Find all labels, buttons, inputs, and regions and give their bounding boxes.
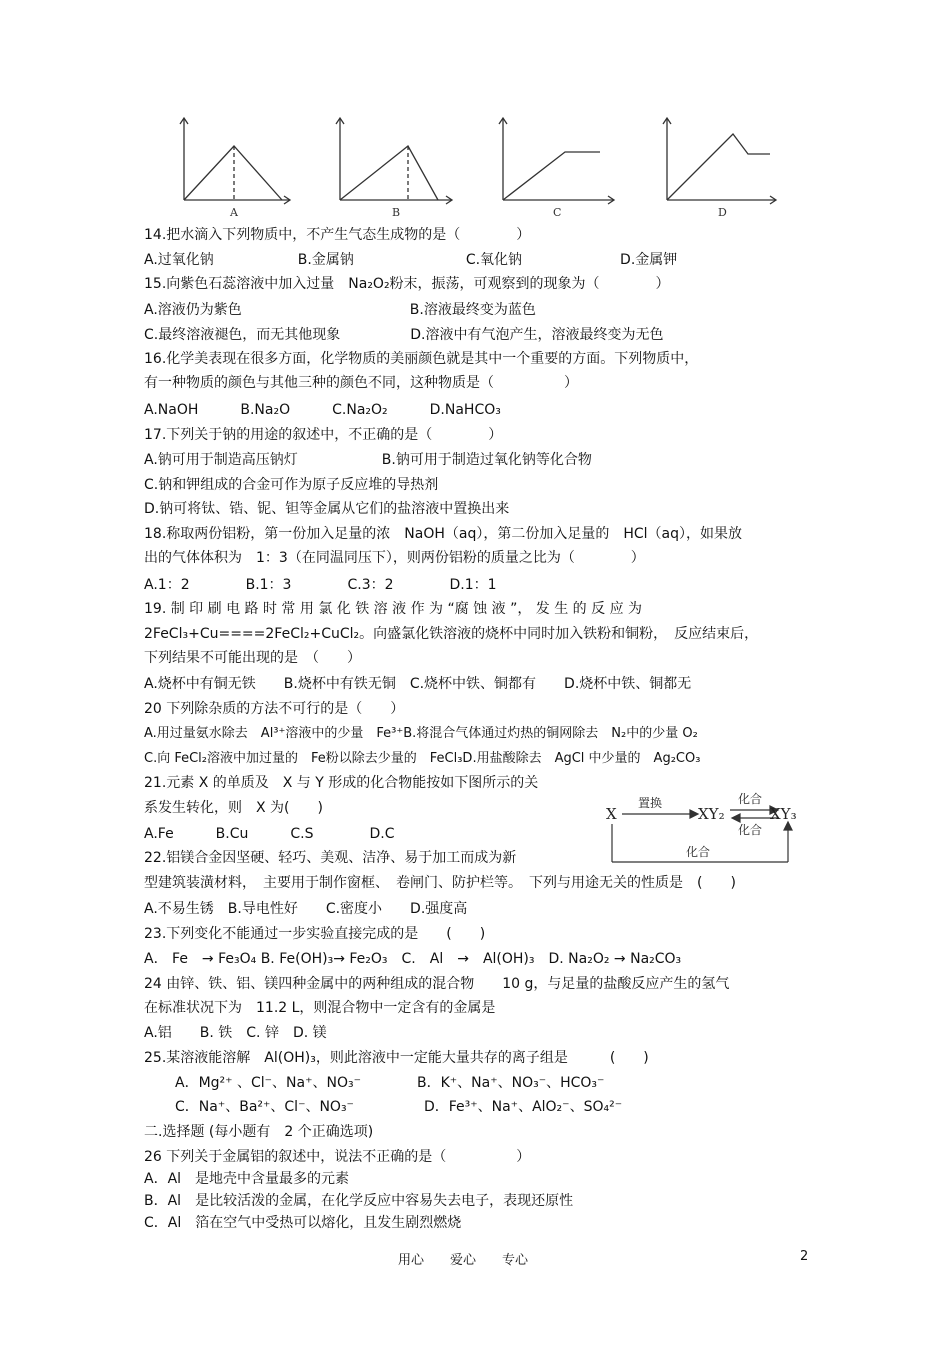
question-16-options: A.NaOH B.Na₂O C.Na₂O₂ D.NaHCO₃: [144, 402, 501, 418]
question-26: 26 下列关于金属铝的叙述中，说法不正确的是（ ）: [144, 1149, 531, 1165]
question-25: 25.某溶液能溶解 Al(OH)₃，则此溶液中一定能大量共存的离子组是 ( ): [144, 1050, 649, 1066]
graph-b: [336, 118, 452, 204]
question-20-options-cd: C.向 FeCl₂溶液中加过量的 Fe粉以除去少量的 FeCl₃D.用盐酸除去 AgCl 中少量的 Ag₂CO₃: [144, 751, 701, 766]
question-20-options-ab: A.用过量氨水除去 Al³⁺溶液中的少量 Fe³⁺B.将混合气体通过灼热的铜网除去 N₂中的少量 O₂: [144, 726, 698, 741]
question-18: 18.称取两份铝粉，第一份加入足量的浓 NaOH（aq），第二份加入足量的 HCl（aq），如果放: [144, 526, 742, 542]
question-21: 21.元素 X 的单质及 X 与 Y 形成的化合物能按如下图所示的关: [144, 775, 539, 791]
question-16: 16.化学美表现在很多方面，化学物质的美丽颜色就是其中一个重要的方面。下列物质中，: [144, 351, 699, 367]
question-26-option-a: A．Al 是地壳中含量最多的元素: [144, 1171, 350, 1187]
question-15: 15.向紫色石蕊溶液中加入过量 Na₂O₂粉末，振荡，可观察到的现象为（ ）: [144, 276, 670, 292]
question-24-options: A.铝 B. 铁 C. 锌 D. 镁: [144, 1025, 327, 1041]
graph-label-c: C: [553, 206, 562, 219]
question-16-cont: 有一种物质的颜色与其他三种的颜色不同，这种物质是（ ）: [144, 375, 578, 391]
question-14-options: A.过氧化钠 B.金属钠 C.氧化钠 D.金属钾: [144, 252, 678, 268]
question-26-option-c: C．Al 箔在空气中受热可以熔化，且发生剧烈燃烧: [144, 1215, 462, 1231]
question-21-cont: 系发生转化，则 X 为( ): [144, 800, 323, 816]
question-22: 22.铝镁合金因坚硬、轻巧、美观、洁净、易于加工而成为新: [144, 850, 517, 866]
diagram-xy3: XY₃: [770, 805, 797, 823]
diagram-label-combine-top: 化合: [738, 792, 763, 806]
graph-d: [663, 118, 776, 204]
question-23-options: A． Fe → Fe₃O₄ B. Fe(OH)₃→ Fe₂O₃ C. Al → Al(OH)₃ D. Na₂O₂ → Na₂CO₃: [144, 951, 682, 967]
question-20: 20 下列除杂质的方法不可行的是（ ）: [144, 701, 405, 717]
question-26-option-b: B．Al 是比较活泼的金属，在化学反应中容易失去电子，表现还原性: [144, 1193, 574, 1209]
graph-a: [180, 118, 290, 204]
question-24: 24 由锌、铁、铝、镁四种金属中的两种组成的混合物 10 g，与足量的盐酸反应产生的氢气: [144, 976, 730, 992]
question-24-cont: 在标准状况下为 11.2 L，则混合物中一定含有的金属是: [144, 1000, 496, 1016]
footer-motto: 用心 爱心 专心: [398, 1253, 529, 1268]
question-17-option-d: D.钠可将钛、锆、铌、钽等金属从它们的盐溶液中置换出来: [144, 501, 510, 517]
question-15-options-ab: A.溶液仍为紫色 B.溶液最终变为蓝色: [144, 302, 536, 318]
question-19-options: A.烧杯中有铜无铁 B.烧杯中有铁无铜 C.烧杯中铁、铜都有 D.烧杯中铁、铜都无: [144, 676, 692, 692]
question-25-options-cd: C．Na⁺、Ba²⁺、Cl⁻、NO₃⁻ D．Fe³⁺、Na⁺、AlO₂⁻、SO₄²⁻: [175, 1099, 623, 1115]
question-19: 19. 制 印 刷 电 路 时 常 用 氯 化 铁 溶 液 作 为 “腐 蚀 液 ”， 发 生 的 反 应 为: [144, 601, 643, 617]
question-17-options-ab: A.钠可用于制造高压钠灯 B.钠可用于制造过氧化钠等化合物: [144, 452, 592, 468]
section-2-heading: 二.选择题 (每小题有 2 个正确选项): [144, 1124, 374, 1140]
graph-figures: [170, 112, 780, 222]
question-19-equation: 2FeCl₃+Cu====2FeCl₂+CuCl₂。向盛氯化铁溶液的烧杯中同时加入铁粉和铜粉， 反应结束后，: [144, 626, 759, 642]
question-22-options: A.不易生锈 B.导电性好 C.密度小 D.强度高: [144, 901, 468, 917]
diagram-xy2: XY₂: [698, 805, 725, 823]
diagram-label-displacement: 置换: [638, 796, 663, 810]
question-18-cont: 出的气体体积为 1：3（在同温同压下），则两份铝粉的质量之比为（ ）: [144, 550, 645, 566]
diagram-label-combine-bottom: 化合: [686, 845, 711, 859]
diagram-label-combine-mid: 化合: [738, 823, 763, 837]
question-18-options: A.1：2 B.1：3 C.3：2 D.1：1: [144, 577, 497, 593]
graph-label-d: D: [718, 206, 727, 219]
question-17-option-c: C.钠和钾组成的合金可作为原子反应堆的导热剂: [144, 477, 439, 493]
question-23: 23.下列变化不能通过一步实验直接完成的是 ( ): [144, 926, 486, 942]
diagram-x: X: [606, 805, 617, 823]
question-15-options-cd: C.最终溶液褪色，而无其他现象 D.溶液中有气泡产生，溶液最终变为无色: [144, 327, 664, 343]
graph-label-b: B: [392, 206, 401, 219]
question-22-cont: 型建筑装潢材料， 主要用于制作窗框、 卷闸门、防护栏等。 下列与用途无关的性质是 ( ): [144, 875, 736, 891]
transformation-diagram: [600, 790, 810, 870]
question-14: 14.把水滴入下列物质中，不产生气态生成物的是（ ）: [144, 227, 531, 243]
question-19-cont: 下列结果不可能出现的是 （ ）: [144, 650, 361, 666]
graph-c: [499, 118, 614, 204]
question-21-options: A.Fe B.Cu C.S D.C: [144, 826, 395, 842]
question-17: 17.下列关于钠的用途的叙述中，不正确的是（ ）: [144, 427, 503, 443]
page-number: 2: [800, 1249, 809, 1264]
question-25-options-ab: A．Mg²⁺ 、Cl⁻、Na⁺、NO₃⁻ B．K⁺、Na⁺、NO₃⁻、HCO₃⁻: [175, 1075, 605, 1091]
graph-label-a: A: [230, 206, 238, 219]
